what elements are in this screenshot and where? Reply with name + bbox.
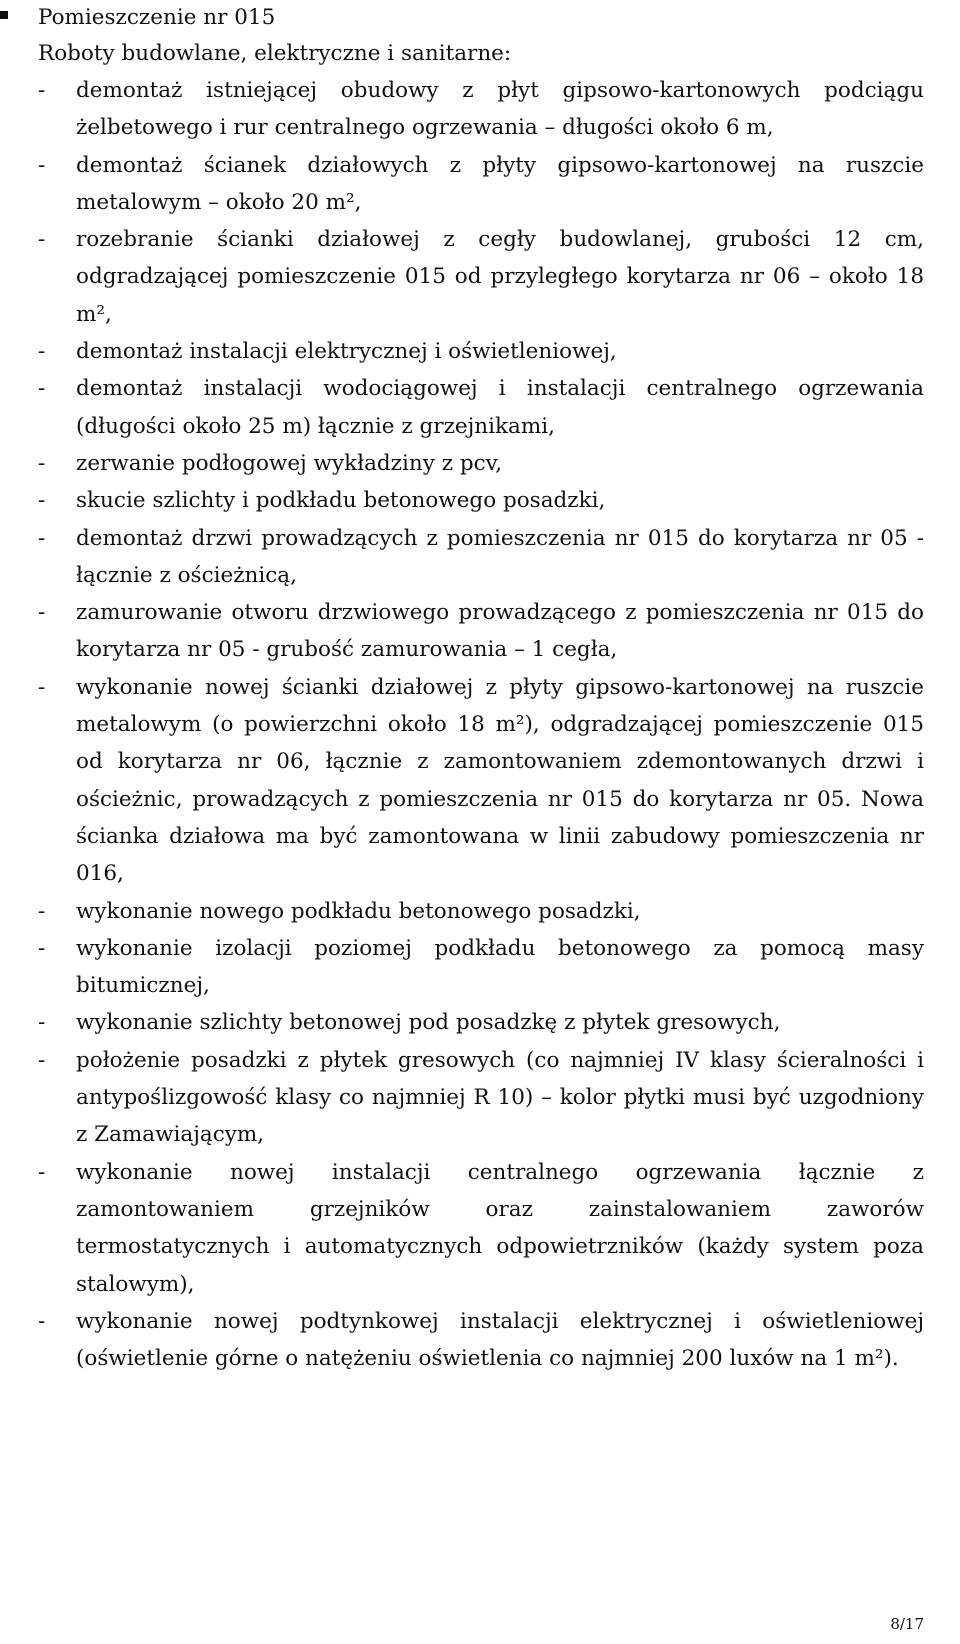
list-item xyxy=(38,520,924,595)
dash-marker: - xyxy=(38,674,46,700)
list-item-text: wykonanie nowej podtynkowej instalacji elektrycznej i oświetleniowej (oświetlenie górne o natężeniu oświetlenia co najmniej 200 luxów na 1 m²). xyxy=(76,1308,924,1372)
dash-marker: - xyxy=(38,1159,46,1185)
list-item xyxy=(38,1004,924,1041)
section-heading-block xyxy=(38,0,924,36)
list-item xyxy=(38,482,924,519)
list-item xyxy=(38,445,924,482)
list-item-text: wykonanie nowej ścianki działowej z płyty gipsowo-kartonowej na ruszcie metalowym (o powierzchni około 18 m²), odgradzającej pomieszczenie 015 od korytarza nr 06, łącznie z zamontowaniem zdemontowanych drzwi i ościeżnic, prowadzących z pomieszczenia nr 015 do korytarza nr 05. Nowa ścianka działowa ma być zamontowana w linii zabudowy pomieszczenia nr 016, xyxy=(76,674,924,887)
works-subheading: Roboty budowlane, elektryczne i sanitarne: xyxy=(38,41,512,66)
dash-marker: - xyxy=(38,450,46,476)
list-item-text: wykonanie nowego podkładu betonowego posadzki, xyxy=(76,898,641,924)
list-item-text: wykonanie nowej instalacji centralnego ogrzewania łącznie z zamontowaniem grzejników oraz zainstalowaniem zaworów termostatycznych i automatycznych odpowietrzników (każdy system poza stalowym), xyxy=(76,1159,924,1297)
list-item-text: demontaż ścianek działowych z płyty gipsowo-kartonowej na ruszcie metalowym – około 20 m², xyxy=(76,152,924,215)
list-item-text: położenie posadzki z płytek gresowych (co najmniej IV klasy ścieralności i antypoślizgowość klasy co najmniej R 10) – kolor płytki musi być uzgodniony z Zamawiającym, xyxy=(76,1047,924,1148)
list-item xyxy=(38,930,924,1005)
dash-marker: - xyxy=(38,1308,46,1334)
list-item-text: zerwanie podłogowej wykładziny z pcv, xyxy=(76,450,503,476)
dash-marker: - xyxy=(38,898,46,924)
list-item-text: wykonanie izolacji poziomej podkładu betonowego za pomocą masy bitumicznej, xyxy=(76,935,924,999)
list-item xyxy=(38,370,924,445)
dash-marker: - xyxy=(38,600,46,626)
list-item-text: rozebranie ścianki działowej z cegły budowlanej, grubości 12 cm, odgradzającej pomieszczenie 015 od przyległego korytarza nr 06 – około 18 m², xyxy=(76,227,924,327)
dash-marker: - xyxy=(38,152,46,178)
list-item xyxy=(38,594,924,669)
page-number: 8/17 xyxy=(890,1615,924,1633)
dash-marker: - xyxy=(38,339,46,365)
dash-marker: - xyxy=(38,78,46,103)
list-item xyxy=(38,221,924,333)
dash-marker: - xyxy=(38,376,46,402)
list-item-text: demontaż instalacji wodociągowej i instalacji centralnego ogrzewania (długości około 25 m) łącznie z grzejnikami, xyxy=(76,376,924,439)
list-item xyxy=(38,1154,924,1303)
list-item xyxy=(38,669,924,893)
list-item xyxy=(38,893,924,930)
list-item xyxy=(38,72,924,147)
square-bullet-icon xyxy=(0,11,8,19)
list-item xyxy=(38,147,924,222)
list-item-text: zamurowanie otworu drzwiowego prowadzącego z pomieszczenia nr 015 do korytarza nr 05 - grubość zamurowania – 1 cegła, xyxy=(76,600,924,663)
room-title: Pomieszczenie nr 015 xyxy=(38,5,276,30)
dash-marker: - xyxy=(38,935,46,961)
dash-marker: - xyxy=(38,525,46,551)
list-item xyxy=(38,1303,924,1378)
dash-marker: - xyxy=(38,1047,46,1073)
list-item-text: demontaż istniejącej obudowy z płyt gipsowo-kartonowych podciągu żelbetowego i rur centralnego ogrzewania – długości około 6 m, xyxy=(76,78,924,141)
dash-marker: - xyxy=(38,227,46,253)
list-item-text: demontaż drzwi prowadzących z pomieszczenia nr 015 do korytarza nr 05 - łącznie z ościeżnicą, xyxy=(76,525,924,588)
dash-marker: - xyxy=(38,1010,46,1036)
list-item-text: wykonanie szlichty betonowej pod posadzkę z płytek gresowych, xyxy=(76,1010,781,1036)
dash-marker: - xyxy=(38,488,46,514)
list-item xyxy=(38,333,924,370)
list-item-text: skucie szlichty i podkładu betonowego posadzki, xyxy=(76,488,606,514)
list-item-text: demontaż instalacji elektrycznej i oświetleniowej, xyxy=(76,339,617,365)
works-list xyxy=(38,72,924,1377)
list-item xyxy=(38,1042,924,1154)
